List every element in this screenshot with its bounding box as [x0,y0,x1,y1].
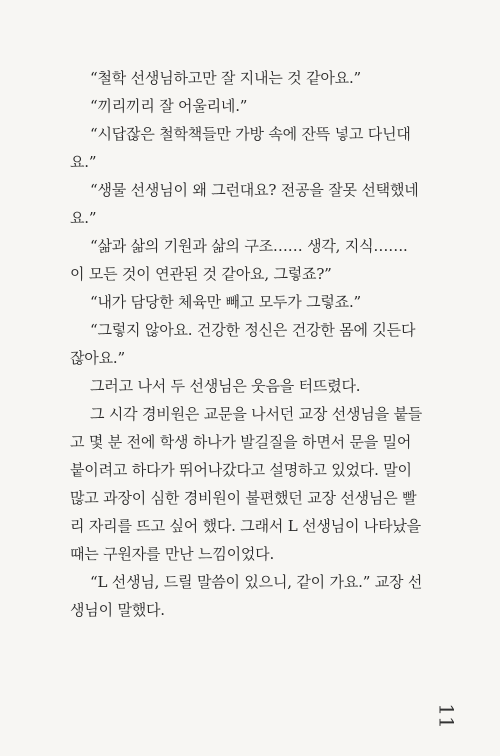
text-line: 그러고 나서 두 선생님은 웃음을 터뜨렸다. [90,377,361,395]
text-line: “시답잖은 철학책들만 가방 속에 잔뜩 넣고 다닌대 [90,125,411,143]
text-line: 요.” [70,153,97,171]
paragraph [70,176,442,232]
paragraph [70,120,442,176]
paragraph [70,400,442,568]
paragraph [70,316,442,372]
text-line: 리 자리를 뜨고 싶어 했다. 그래서 L 선생님이 나타났을 [70,517,421,535]
text-line: 잖아요.” [70,349,125,367]
text-line: 붙이려고 하다가 뛰어나갔다고 설명하고 있었다. 말이 [70,461,412,479]
paragraph [70,64,442,92]
text-line: “생물 선생님이 왜 그런대요? 전공을 잘못 선택했네 [90,181,419,199]
page-number: 11 [434,703,459,729]
text-line: 고 몇 분 전에 학생 하나가 발길질을 하면서 문을 밀어 [70,433,412,451]
paragraph [70,92,442,120]
text-line: “내가 담당한 체육만 빼고 모두가 그렇죠.” [90,293,361,311]
text-line: “L 선생님, 드릴 말씀이 있으니, 같이 가요.” 교장 선 [90,573,423,591]
text-line: 그 시각 경비원은 교문을 나서던 교장 선생님을 붙들 [90,405,423,423]
text-line: “그렇지 않아요. 건강한 정신은 건강한 몸에 깃든다 [90,321,416,339]
text-line: “끼리끼리 잘 어울리네.” [90,97,248,115]
text-line: “철학 선생님하고만 잘 지내는 것 같아요.” [90,69,361,87]
paragraph [70,288,442,316]
paragraph [70,568,442,624]
text-line: 이 모든 것이 연관된 것 같아요, 그렇죠?” [70,265,332,283]
body-text [70,64,442,624]
paragraph [70,372,442,400]
text-line: 생님이 말했다. [70,601,165,619]
text-line: “삶과 삶의 기원과 삶의 구조…… 생각, 지식……. [90,237,408,255]
text-line: 많고 과장이 심한 경비원이 불편했던 교장 선생님은 빨 [70,489,417,507]
text-line: 요.” [70,209,97,227]
text-line: 때는 구원자를 만난 느낌이었다. [70,545,275,563]
paragraph [70,232,442,288]
